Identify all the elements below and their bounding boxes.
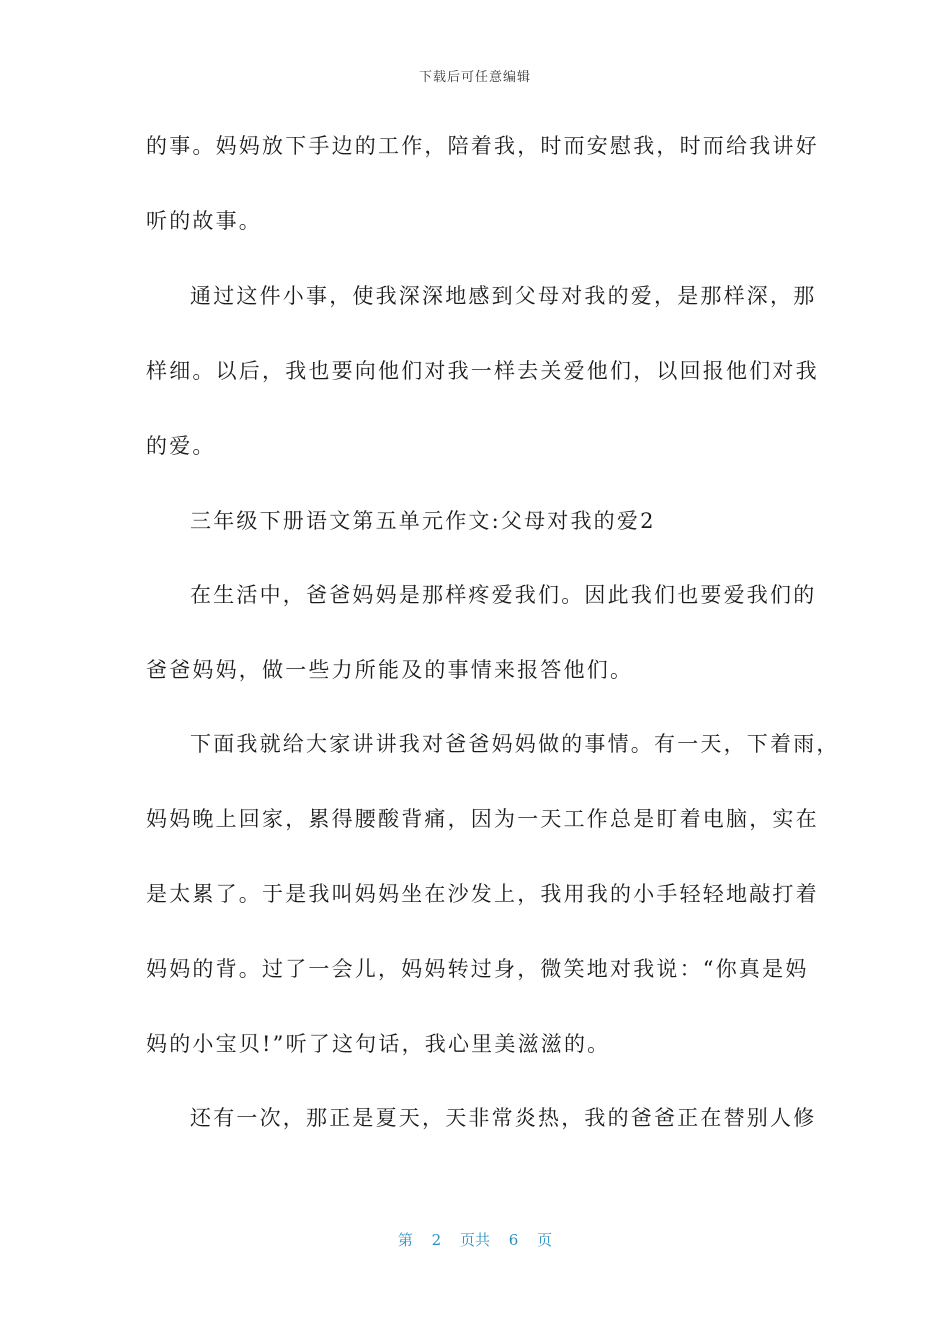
page-label-mid: 页共 (459, 1231, 490, 1249)
page-label-prefix: 第 (397, 1231, 413, 1249)
current-page-number: 2 (431, 1231, 442, 1249)
text-line: 是太累了。于是我叫妈妈坐在沙发上，我用我的小手轻轻地敲打着 (146, 882, 819, 906)
section-title: 三年级下册语文第五单元作文:父母对我的爱2 (190, 509, 656, 533)
text-line: 妈的小宝贝!”听了这句话，我心里美滋滋的。 (146, 1032, 611, 1056)
text-line: 的爱。 (146, 434, 216, 458)
page-label-suffix: 页 (537, 1231, 553, 1249)
text-line: 通过这件小事，使我深深地感到父母对我的爱，是那样深，那 (190, 284, 817, 308)
text-line: 样细。以后，我也要向他们对我一样去关爱他们，以回报他们对我 (146, 359, 819, 383)
text-line: 妈妈的背。过了一会儿，妈妈转过身，微笑地对我说：“你真是妈 (146, 957, 809, 981)
page-number-footer (0, 1229, 950, 1250)
text-line: 下面我就给大家讲讲我对爸爸妈妈做的事情。有一天，下着雨， (190, 732, 840, 756)
text-line: 的事。妈妈放下手边的工作，陪着我，时而安慰我，时而给我讲好 (146, 134, 819, 158)
header-note: 下载后可任意编辑 (418, 70, 531, 85)
text-line: 妈妈晚上回家，累得腰酸背痛，因为一天工作总是盯着电脑，实在 (146, 807, 819, 831)
text-line: 还有一次，那正是夏天，天非常炎热，我的爸爸正在替别人修 (190, 1106, 817, 1130)
text-line: 在生活中，爸爸妈妈是那样疼爱我们。因此我们也要爱我们的 (190, 583, 817, 607)
text-line: 听的故事。 (146, 209, 262, 233)
total-pages-number: 6 (508, 1231, 519, 1249)
text-line: 爸爸妈妈，做一些力所能及的事情来报答他们。 (146, 658, 634, 682)
